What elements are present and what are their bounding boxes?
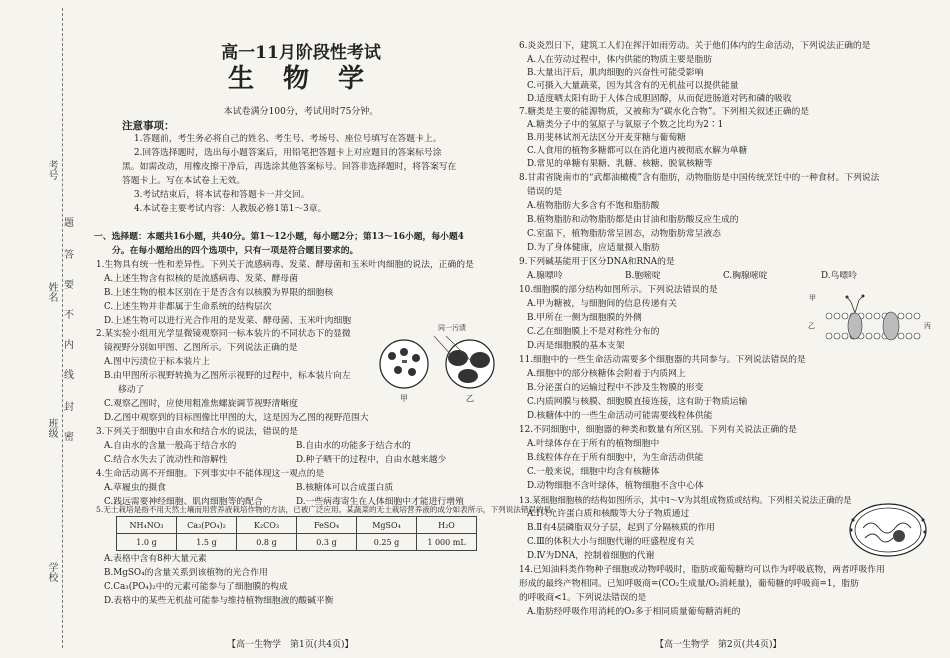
option-text: A.腺嘌呤 (527, 271, 563, 281)
figure-label-jia: 甲 (400, 394, 408, 403)
table-header: FeSO₄ (297, 517, 357, 534)
option-text: D.种子晒干的过程中，自由水越来越少 (296, 455, 447, 465)
question-text: 13.某细胞细胞核的结构如图所示，其中Ⅰ～Ⅴ为其组成物质或结构。下列相关说法正确的是 (519, 495, 852, 505)
option-text: D.乙图中观察到的目标图像比甲图的大，这是因为乙图的视野范围大 (104, 413, 369, 423)
option-text: B.线粒体存在于所有细胞中，为生命活动供能 (527, 453, 704, 463)
option-text: A.叶绿体存在于所有的植物细胞中 (527, 439, 660, 449)
table-cell: 0.25 g (357, 534, 417, 551)
option-text: B.用斐林试剂无法区分开麦芽糖与葡萄糖 (527, 133, 686, 143)
option-text: B.胞嘧啶 (625, 271, 661, 281)
table-header: MgSO₄ (357, 517, 417, 534)
section-heading: 一、选择题：本题共16小题，共40分。第1～12小题，每小题2分；第13～16小题，每小题4 (94, 232, 464, 242)
option-text: A.表格中含有8种大量元素 (104, 554, 207, 564)
option-text: B.Ⅱ有4层磷脂双分子层，起到了分隔核质的作用 (527, 523, 715, 533)
option-text: D.鸟嘌呤 (821, 271, 857, 281)
page-footer: 【高一生物学 第2页(共4页)】 (655, 640, 782, 650)
question-text: 8.甘肃省陇南市的“武都油橄榄”含有脂肪，动物脂肪是中国传统烹饪中的一种食材。下列说法 (519, 173, 880, 183)
seal-char: 不 (64, 310, 74, 321)
option-text: A.细胞中的部分核糖体会附着于内质网上 (527, 369, 686, 379)
question-text: 2.某实验小组用光学显微镜观察同一标本装片的不同状态下的显微 (96, 329, 351, 339)
question-text: 的呼吸商<1。下列说法错误的是 (519, 593, 647, 603)
seal-char: 封 (64, 402, 74, 413)
option-text: A.甲为糖被，与细胞间的信息传递有关 (527, 299, 677, 309)
fig-label-bing: 丙 (924, 322, 931, 330)
option-text: B.大量出汗后，肌肉细胞的兴奋性可能受影响 (527, 68, 704, 78)
notice-line: 答题卡上。写在本试卷上无效。 (122, 176, 246, 186)
option-text: C.一般来说，细胞中均含有核糖体 (527, 467, 660, 477)
question-text: 3.下列关于细胞中自由水和结合水的说法，错误的是 (96, 427, 298, 437)
option-text: B.上述生物的根本区别在于是否含有以核膜为界限的细胞核 (104, 288, 334, 298)
option-text: C.内质网膜与核膜、细胞膜直接连接，这有助于物质运输 (527, 397, 748, 407)
option-text: D.为了身体健康，应适量摄入脂肪 (527, 243, 660, 253)
option-text: A.草履虫的摄食 (104, 483, 166, 493)
question-text: 形成的最终产物相同。已知呼吸商=(CO₂生成量/O₂消耗量)，葡萄糖的呼吸商=1，脂肪 (519, 579, 859, 589)
question-text: 6.炎炎烈日下，建筑工人们在挥汗如雨劳动。关于他们体内的生命活动，下列说法正确的是 (519, 41, 871, 51)
question-text: 5.无土栽培是指不用天然土壤而用营养液栽培作物的方法，已被广泛应用。某蔬菜的无土栽培营养液的成分如表所示，下列说法错误的是 (96, 505, 552, 514)
table-cell: 1.5 g (177, 534, 237, 551)
option-text: C.观察乙图时，应使用粗准焦螺旋调节视野清晰度 (104, 399, 298, 409)
notice-line: 1.答题前，考生务必将自己的姓名、考生号、考场号、座位号填写在答题卡上。 (134, 134, 442, 144)
seal-char: 线 (64, 370, 74, 381)
option-text: D.动物细胞不含叶绿体，植物细胞不含中心体 (527, 481, 704, 491)
cell-membrane-figure (815, 294, 930, 350)
question-text: 7.糖类是主要的能源物质，又被称为“碳水化合物”。下列相关叙述正确的是 (519, 107, 810, 117)
option-text: A.糖类分子中的氢原子与氧原子个数之比均为2∶1 (527, 120, 724, 130)
right-column (515, 0, 940, 658)
option-text: B.核糖体可以合成蛋白质 (296, 483, 394, 493)
option-text: C.上述生物并非都属于生命系统的结构层次 (104, 302, 272, 312)
option-text: C.室温下，植物脂肪常呈固态，动物脂肪常呈液态 (527, 229, 721, 239)
option-text: C.人食用的植物多糖都可以在消化道内被彻底水解为单糖 (527, 146, 748, 156)
question-text: 1.生物具有统一性和差异性。下列关于流感病毒、发菜、酵母菌和玉米叶肉细胞的说法，正确的是 (96, 260, 474, 270)
option-text: D.丙是细胞膜的基本支架 (527, 341, 625, 351)
notice-line: 黑。如需改动，用橡皮擦干净后，再选涂其他答案标号。回答非选择题时，将答案写在 (122, 162, 457, 172)
table-cell: 0.8 g (237, 534, 297, 551)
option-text: C.乙在细胞膜上不是对称性分布的 (527, 327, 660, 337)
option-text: B.自由水的功能多于结合水的 (296, 441, 411, 451)
seal-char: 要 (64, 280, 74, 291)
table-header-row (117, 517, 477, 534)
question-text: 14.已知油料类作物种子细胞或动物呼吸时，脂肪或葡萄糖均可以作为呼吸底物，两者呼吸作用 (519, 565, 885, 575)
table-header: H₂O (417, 517, 477, 534)
option-text: B.分泌蛋白的运输过程中不涉及生物膜的形变 (527, 383, 704, 393)
figure-label-yi: 乙 (466, 394, 474, 403)
notice-title: 注意事项： (122, 120, 175, 132)
name-label: 姓名 (46, 282, 57, 302)
section-heading: 分。在每小题给出的四个选项中，只有一项是符合题目要求的。 (112, 246, 359, 256)
option-text: D.常见的单糖有果糖、乳糖、核糖、脱氧核糖等 (527, 159, 713, 169)
fig-label-jia: 甲 (809, 294, 816, 302)
option-text: B.植物脂肪和动物脂肪都是由甘油和脂肪酸反应生成的 (527, 215, 739, 225)
option-text: C.践远需要神经细胞、肌肉细胞等的配合 (104, 497, 263, 507)
table-cell: 1 000 mL (417, 534, 477, 551)
option-text: D.适度晒太阳有助于人体合成胆固醇，从而促进肠道对钙和磷的吸收 (527, 94, 792, 104)
table-row (117, 534, 477, 551)
option-text: C.结合水失去了流动性和溶解性 (104, 455, 228, 465)
exam-info: 本试卷满分100分，考试用时75分钟。 (223, 107, 379, 117)
question-text: 镜视野分别如甲图、乙图所示。下列说法正确的是 (104, 343, 298, 353)
figure-label-stain: 同一污渍 (438, 324, 466, 332)
option-text: C.胸腺嘧啶 (723, 271, 768, 281)
table-header: Ca₃(PO₄)₂ (177, 517, 237, 534)
option-text: C.Ⅲ的体积大小与细胞代谢的旺盛程度有关 (527, 537, 695, 547)
option-text: C.Ca₃(PO₄)₂中的元素可能参与了细胞膜的构成 (104, 582, 288, 592)
binding-margin (0, 0, 92, 658)
option-text: A.人在劳动过程中，体内供能的物质主要是脂肪 (527, 55, 713, 65)
option-text: A.脂肪经呼吸作用消耗的O₂多于相同质量葡萄糖消耗的 (527, 607, 741, 617)
option-text: C.可摄入大量蔬菜，因为其含有的无机盐可以提供能量 (527, 81, 739, 91)
exam-title: 高一11月阶段性考试 (221, 43, 381, 63)
notice-line: 4.本试卷主要考试内容：人教版必修1第1～3章。 (134, 204, 327, 214)
question-text: 4.生命活动离不开细胞。下列事实中不能体现这一观点的是 (96, 469, 325, 479)
option-text: A.Ⅰ只允许蛋白质和核酸等大分子物质通过 (527, 509, 690, 519)
option-text: A.上述生物含有拟核的是流感病毒、发菜、酵母菌 (104, 274, 298, 284)
school-label: 学校 (46, 562, 57, 582)
notice-line: 3.考试结束后，将本试卷和答题卡一并交回。 (134, 190, 310, 200)
option-text: B.甲所在一侧为细胞膜的外侧 (527, 313, 642, 323)
question-text: 10.细胞膜的部分结构如图所示。下列说法错误的是 (519, 285, 718, 295)
seal-line (62, 8, 63, 648)
notice-line: 2.回答选择题时，选出每小题答案后，用铅笔把答题卡上对应题目的答案标号涂 (134, 148, 442, 158)
question-text: 11.细胞中的一些生命活动需要多个细胞器的共同参与。下列说法错误的是 (519, 355, 806, 365)
question-text: 12.不同细胞中，细胞器的种类和数量有所区别。下列有关说法正确的是 (519, 425, 797, 435)
table-header: NH₄NO₃ (117, 517, 177, 534)
table-cell: 0.3 g (297, 534, 357, 551)
fig-label-yi: 乙 (808, 322, 815, 330)
option-text: D.一些病毒寄生在人体细胞中才能进行增殖 (296, 497, 464, 507)
seal-char: 密 (64, 432, 74, 443)
nutrient-table (116, 516, 477, 551)
option-text: D.Ⅳ为DNA，控制着细胞的代谢 (527, 551, 655, 561)
option-text: A.植物脂肪大多含有不饱和脂肪酸 (527, 201, 660, 211)
option-text: 移动了 (118, 385, 145, 395)
seal-char: 题 (64, 218, 74, 229)
option-text: D.核糖体中的一些生命活动可能需要线粒体供能 (527, 411, 713, 421)
option-text: A.自由水的含量一般高于结合水的 (104, 441, 237, 451)
microscope-figure (374, 326, 509, 392)
class-label: 班级 (46, 418, 57, 438)
nucleus-figure (843, 498, 933, 560)
option-text: D.表格中的某些无机盐可能参与维持植物细胞液的酸碱平衡 (104, 596, 334, 606)
question-text: 9.下列碱基能用于区分DNA和RNA的是 (519, 257, 675, 267)
option-text: B.MgSO₄的含量关系到该植物的光合作用 (104, 568, 268, 578)
option-text: B.由甲图所示视野转换为乙图所示视野的过程中，标本装片向左 (104, 371, 351, 381)
table-header: K₂CO₃ (237, 517, 297, 534)
option-text: A.图中污渍位于标本装片上 (104, 357, 210, 367)
subject-title: 生 物 学 (227, 64, 375, 94)
question-text: 错误的是 (527, 187, 563, 197)
table-cell: 1.0 g (117, 534, 177, 551)
page-footer: 【高一生物学 第1页(共4页)】 (227, 640, 354, 650)
exam-no-label: 考号 (46, 160, 57, 180)
seal-char: 答 (64, 250, 74, 261)
seal-char: 内 (64, 340, 74, 351)
option-text: D.上述生物可以进行光合作用的是发菜、酵母菌、玉米叶肉细胞 (104, 316, 352, 326)
